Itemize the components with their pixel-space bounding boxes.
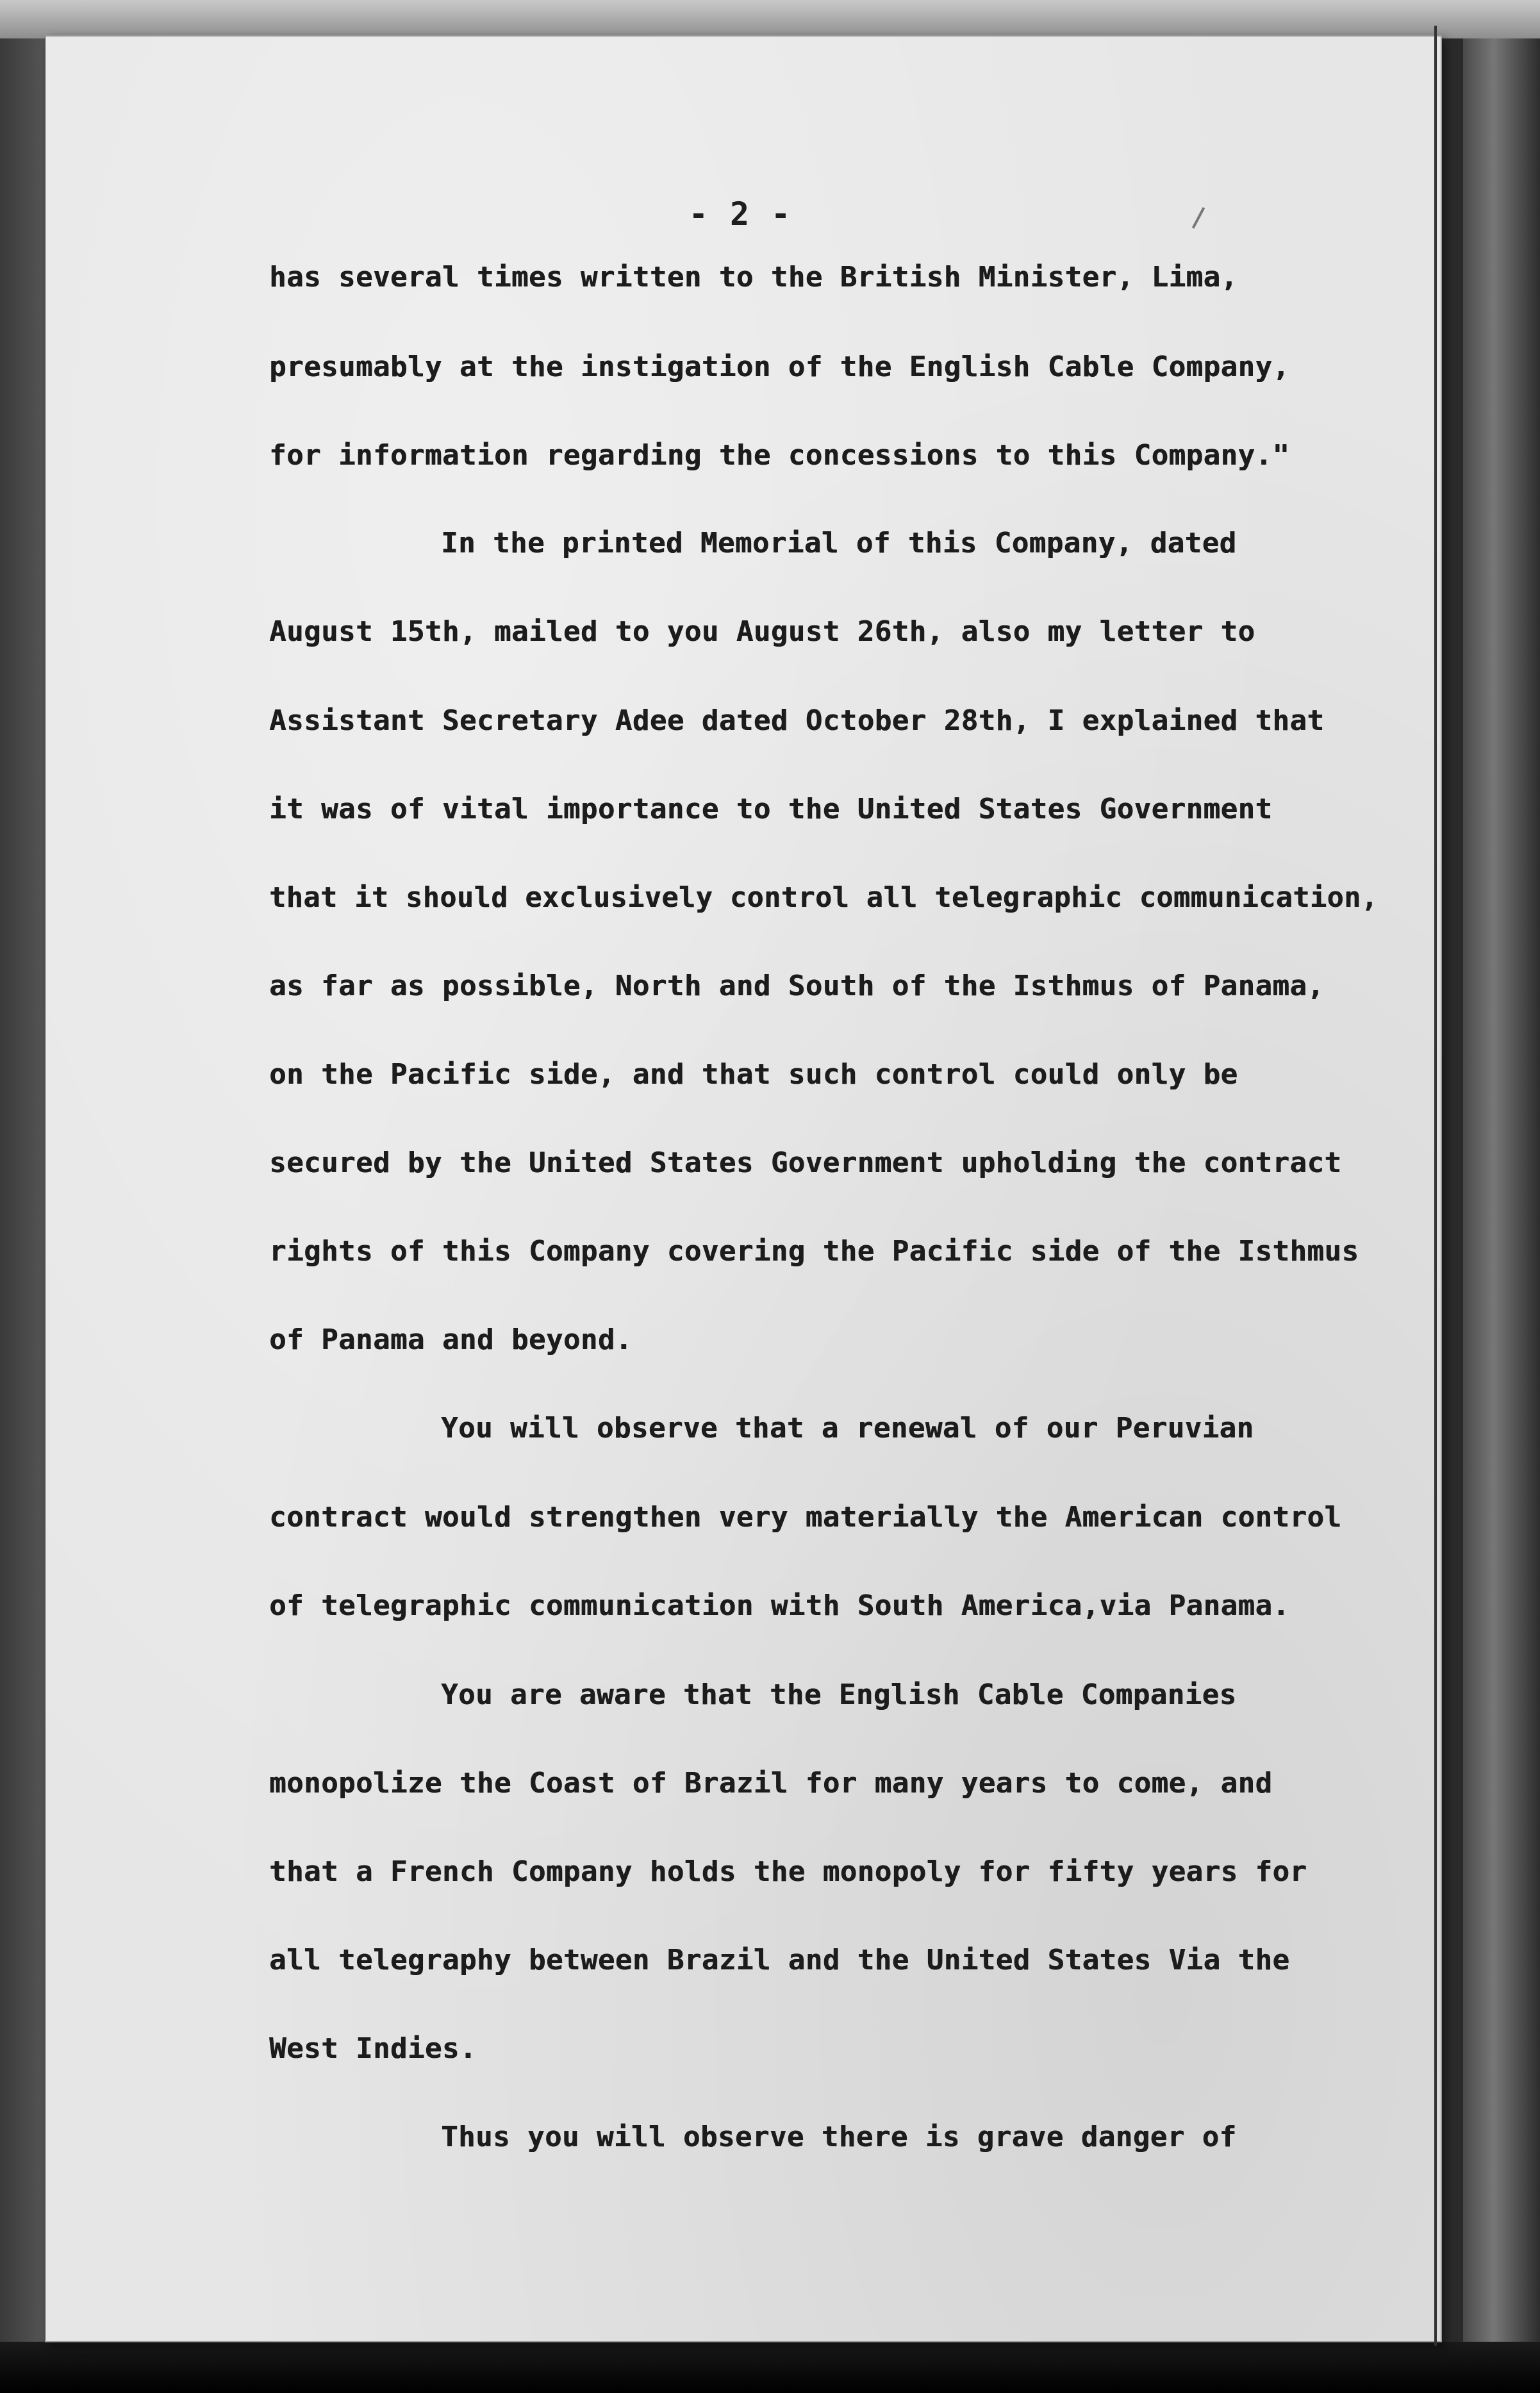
text-line: that a French Company holds the monopoly for fifty years for	[269, 1855, 1307, 1888]
text-line: West Indies.	[269, 2032, 477, 2065]
text-line: rights of this Company covering the Pacific side of the Isthmus	[269, 1235, 1359, 1268]
photo-background-right	[1463, 0, 1540, 2393]
text-line: In the printed Memorial of this Company, dated	[441, 527, 1237, 559]
text-line: on the Pacific side, and that such control could only be	[269, 1058, 1238, 1091]
text-line: Assistant Secretary Adee dated October 28th, I explained that	[269, 704, 1325, 737]
text-line: You are aware that the English Cable Companies	[441, 1678, 1237, 1711]
text-line: contract would strengthen very materially the American control	[269, 1501, 1342, 1534]
photo-background-left	[0, 0, 45, 2393]
text-line: secured by the United States Government upholding the contract	[269, 1147, 1342, 1179]
text-line: presumably at the instigation of the English Cable Company,	[269, 351, 1290, 383]
text-line: of Panama and beyond.	[269, 1323, 633, 1356]
text-line: for information regarding the concessions to this Company."	[269, 439, 1290, 472]
text-line: as far as possible, North and South of the Isthmus of Panama,	[269, 970, 1325, 1002]
text-line: of telegraphic communication with South America,via Panama.	[269, 1589, 1290, 1622]
text-line: it was of vital importance to the United States Government	[269, 793, 1273, 825]
photo-background-bottom	[0, 2342, 1540, 2393]
text-line: has several times written to the British Minister, Lima,	[269, 261, 1238, 294]
photo-background-top	[0, 0, 1540, 38]
text-line: all telegraphy between Brazil and the United States Via the	[269, 1944, 1290, 1976]
sheet-edge	[1434, 26, 1437, 2346]
text-line: Thus you will observe there is grave danger of	[441, 2121, 1237, 2153]
text-line: that it should exclusively control all telegraphic communication,	[269, 881, 1379, 914]
text-line: August 15th, mailed to you August 26th, also my letter to	[269, 615, 1255, 648]
text-line: monopolize the Coast of Brazil for many years to come, and	[269, 1767, 1273, 1800]
page-number: - 2 -	[688, 195, 792, 233]
text-line: You will observe that a renewal of our Peruvian	[441, 1412, 1254, 1445]
